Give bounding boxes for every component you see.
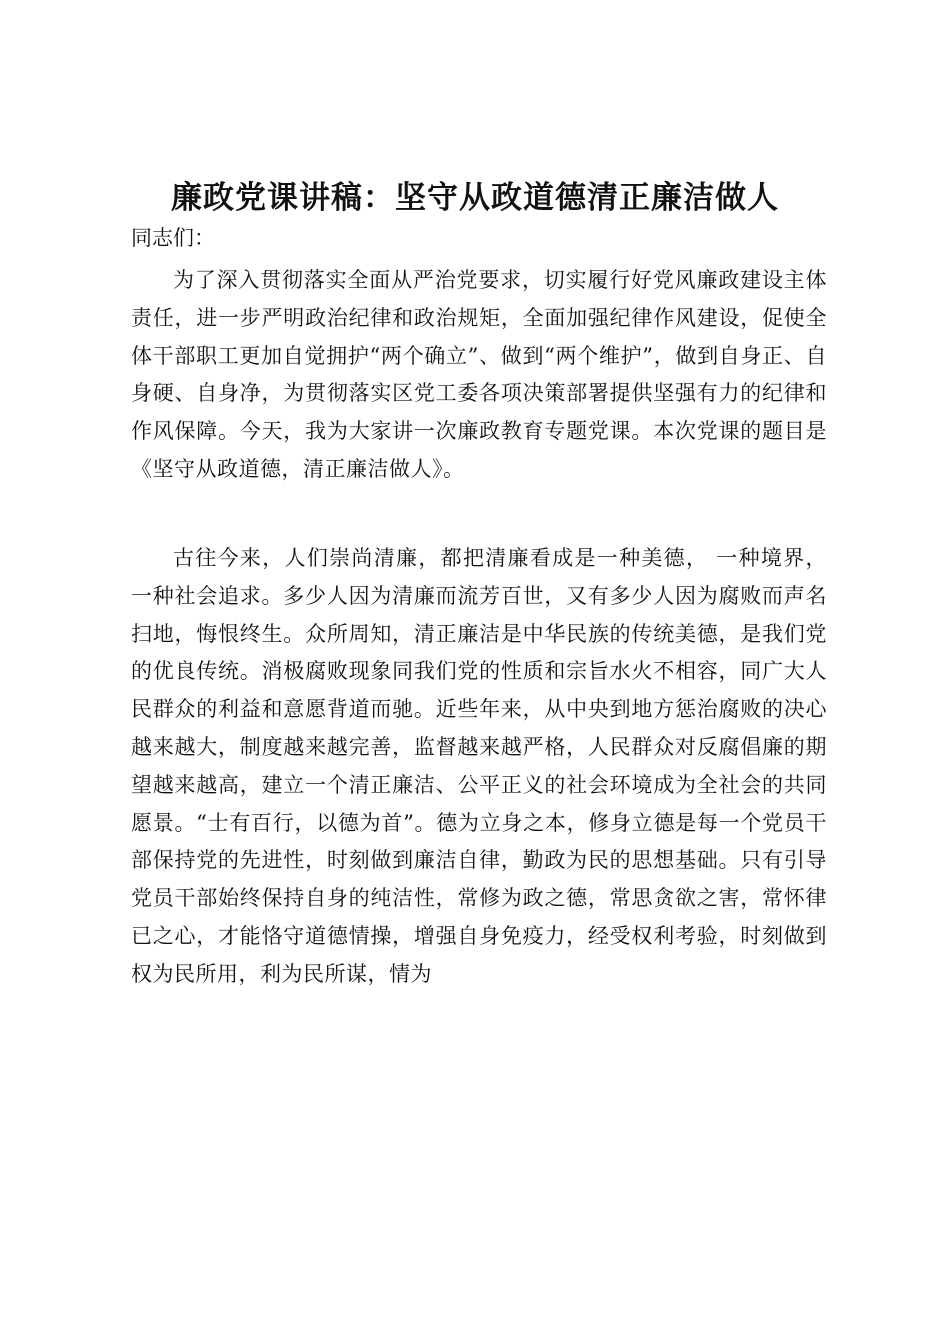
paragraph: 为了深入贯彻落实全面从严治党要求，切实履行好党风廉政建设主体责任，进一步严明政治纪律和政治规矩，全面加强纪律作风建设，促使全体干部职工更加自觉拥护“两个确立”、做到“两个维护”，做到自身正、自身硬、自身净，为贯彻落实区党工委各项决策部署提供坚强有力的纪律和作风保障。今天，我为大家讲一次廉政教育专题党课。本次党课的题目是《坚守从政道德，清正廉洁做人》。 bbox=[131, 268, 827, 481]
document-title: 廉政党课讲稿：坚守从政道德清正廉洁做人 bbox=[171, 180, 779, 216]
salutation: 同志们： bbox=[131, 226, 215, 250]
paragraph: 古往今来，人们崇尚清廉，都把清廉看成是一种美德， 一种境界， 一种社会追求。多少人因为清廉而流芳百世，又有多少人因为腐败而声名扫地，悔恨终生。众所周知，清正廉洁是中华民族的传统美德，是我们党的优良传统。消极腐败现象同我们党的性质和宗旨水火不相容，同广大人民群众的利益和意愿背道而驰。近些年来，从中央到地方惩治腐败的决心越来越大，制度越来越完善，监督越来越严格，人民群众对反腐倡廉的期望越来越高，建立一个清正廉洁、公平正义的社会环境成为全社会的共同愿景。“士有百行，以德为首”。德为立身之本，修身立德是每一个党员干部保持党的先进性，时刻做到廉洁自律，勤政为民的思想基础。只有引导党员干部始终保持自身的纯洁性，常修为政之德，常思贪欲之害，常怀律已之心，才能恪守道德情操，增强自身免疫力，经受权利考验，时刻做到权为民所用，利为民所谋，情为 bbox=[131, 546, 827, 986]
